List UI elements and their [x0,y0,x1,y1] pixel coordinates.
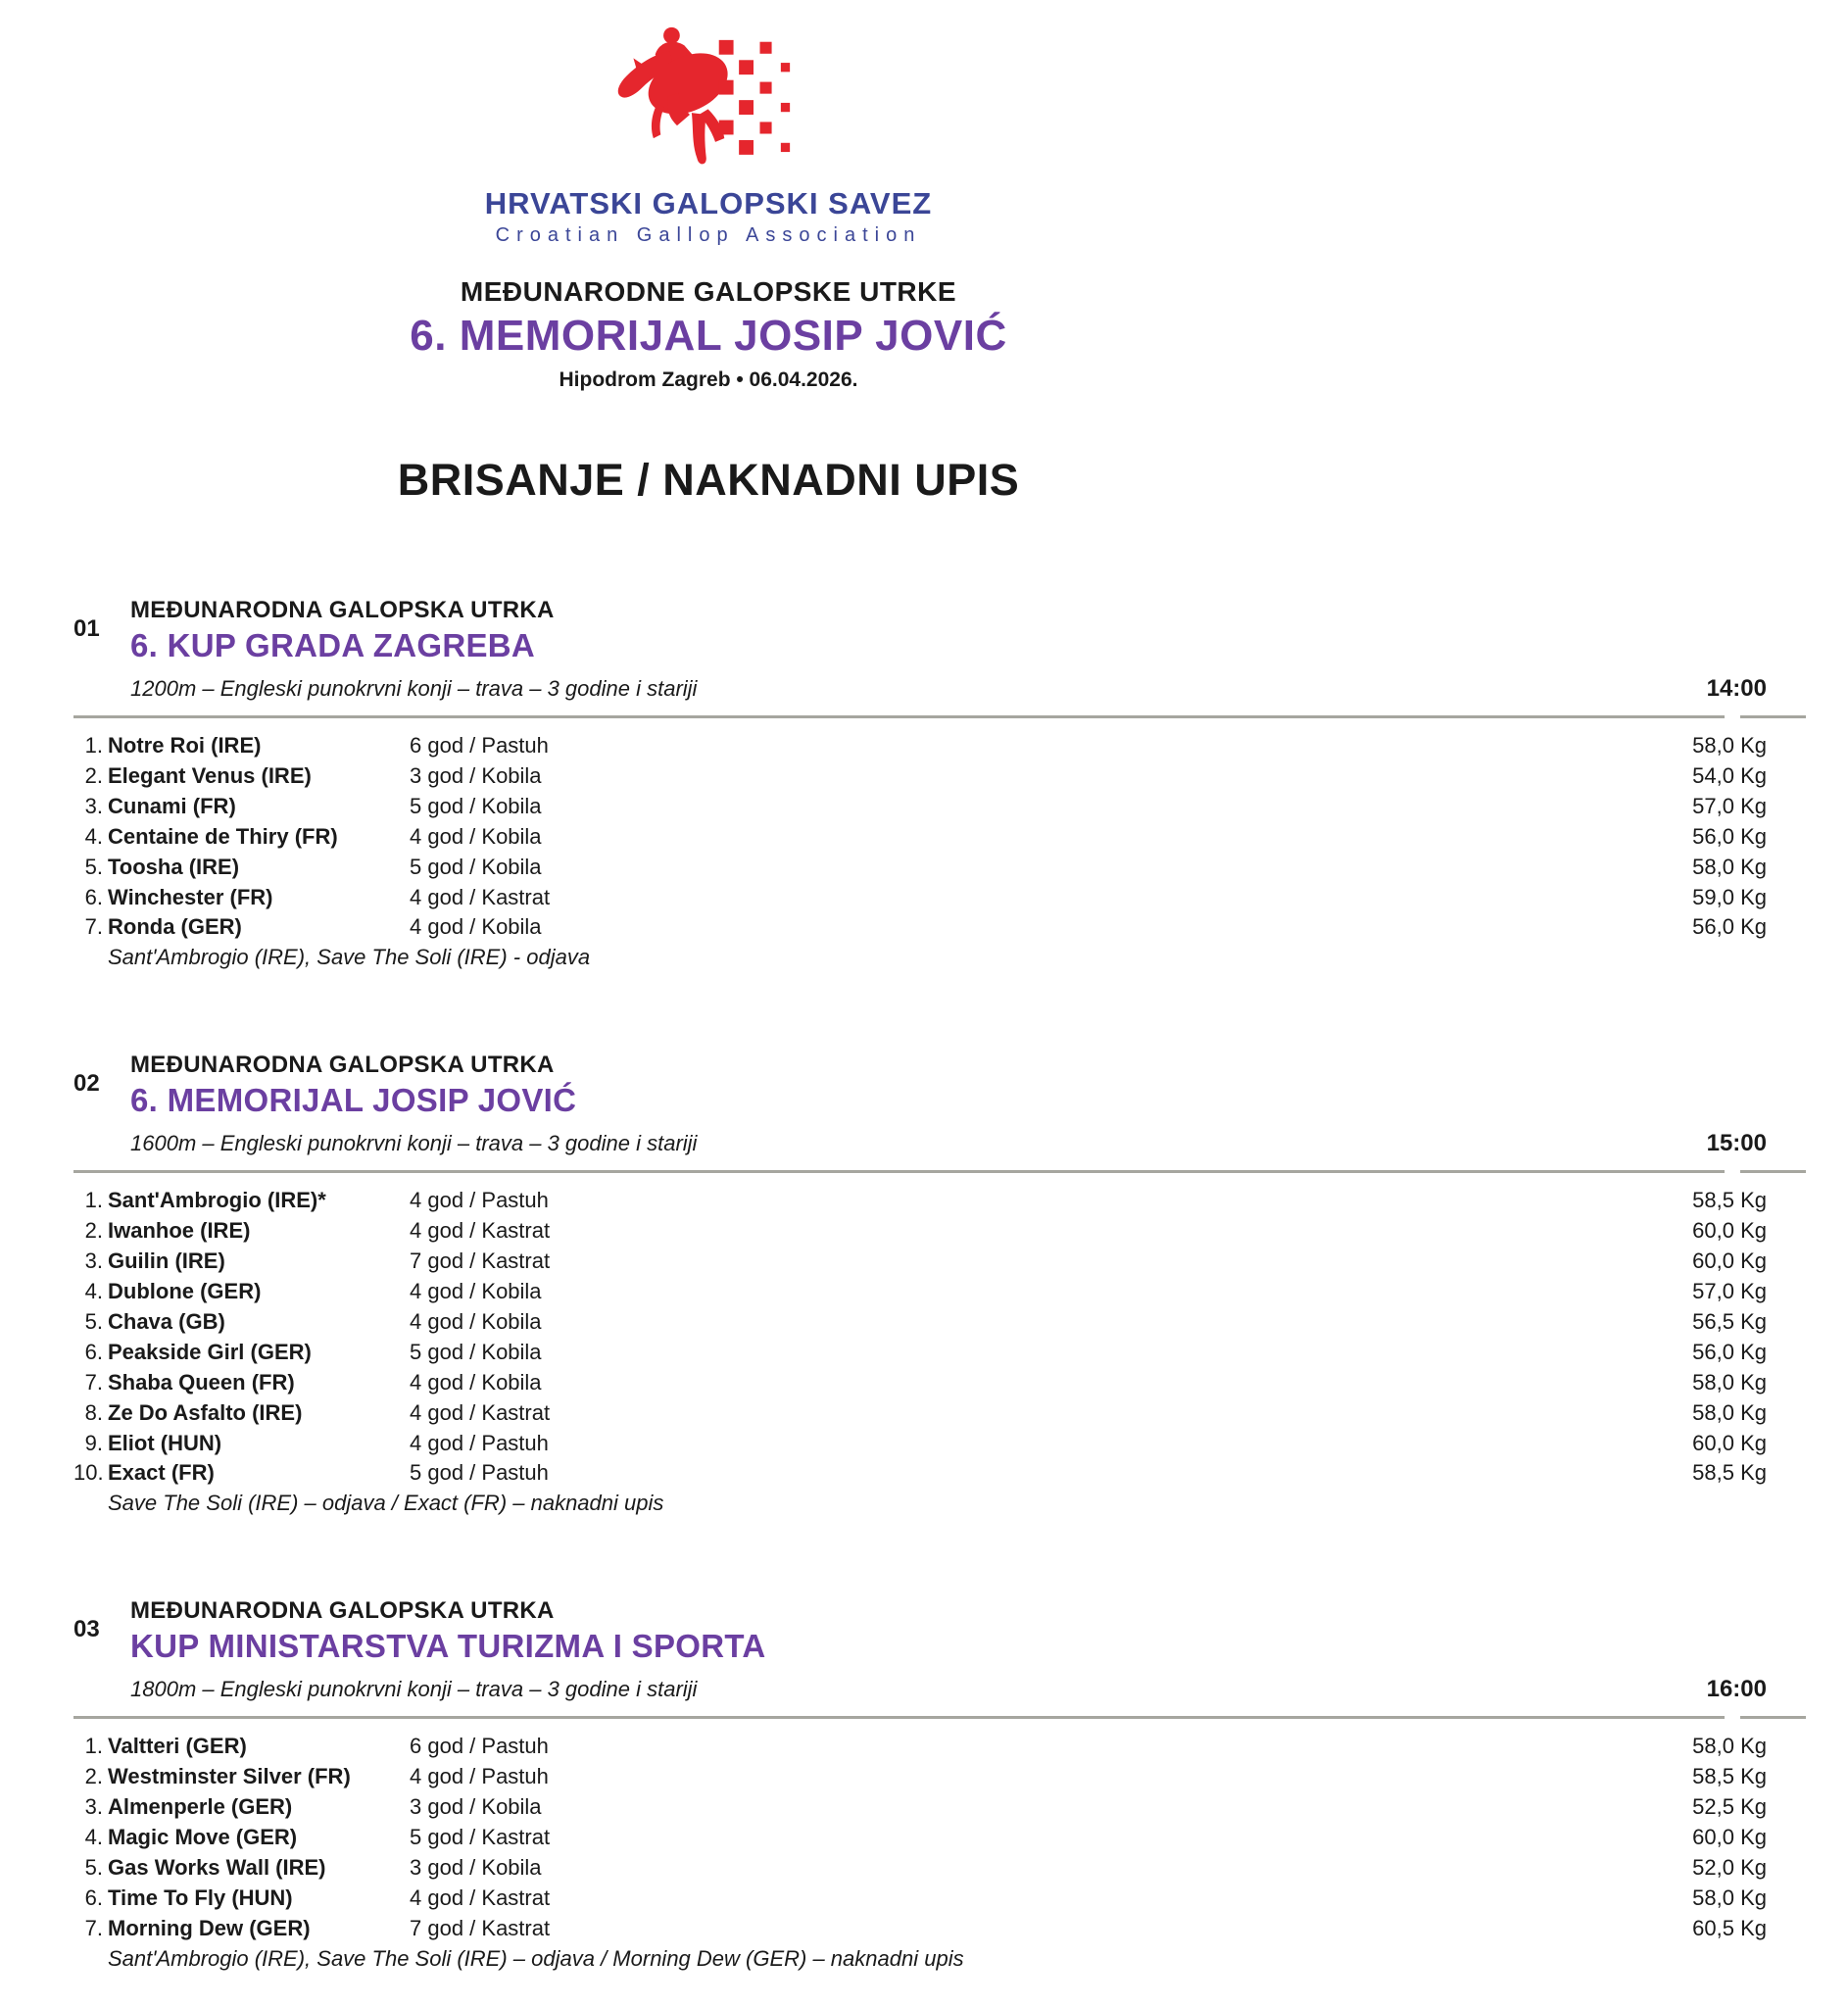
race-note: Sant'Ambrogio (IRE), Save The Soli (IRE) – odjava / Morning Dew (GER) – naknadni upis [108,1945,964,1971]
race-header [73,1597,1767,1703]
horse-name: Time To Fly (HUN) [108,1885,293,1910]
horse-number: 9. [84,1430,103,1455]
horse-weight: 56,0 Kg [1692,1339,1767,1364]
horse-row [73,1823,1767,1853]
page-title: BRISANJE / NAKNADNI UPIS [397,455,1020,505]
race-header [73,597,1767,703]
horse-details: 4 god / Pastuh [410,1764,549,1789]
horse-number: 4. [84,1278,103,1303]
horse-number: 7. [84,1369,103,1395]
horse-name: Morning Dew (GER) [108,1915,311,1940]
horse-weight: 58,5 Kg [1692,1188,1767,1213]
horse-row [73,731,1767,761]
horse-row [73,1216,1767,1247]
horse-row [73,1247,1767,1277]
race-number: 02 [73,1070,100,1098]
horse-row [73,1853,1767,1884]
race-note: Sant'Ambrogio (IRE), Save The Soli (IRE) - odjava [108,945,591,970]
race-section-02 [73,1052,1767,1519]
horse-weight: 60,0 Kg [1692,1218,1767,1244]
race-section-03 [73,1597,1767,1974]
race-conditions: 1600m – Engleski punokrvni konji – trava – 3 godine i stariji [130,1131,698,1156]
horse-number: 2. [84,762,103,788]
horse-number: 6. [84,1885,103,1910]
horse-number: 1. [84,1734,103,1759]
horse-number: 2. [84,1764,103,1789]
horse-number: 8. [84,1399,103,1425]
horse-name: Iwanhoe (IRE) [108,1218,251,1244]
horse-weight: 58,0 Kg [1692,1734,1767,1759]
horse-number: 6. [84,1339,103,1364]
race-title: 6. KUP GRADA ZAGREBA [130,627,536,663]
horse-row [73,792,1767,822]
horse-list [73,731,1767,943]
separator-line [73,715,1806,718]
horse-weight: 54,0 Kg [1692,762,1767,788]
race-number: 03 [73,1616,100,1643]
horse-row [73,1186,1767,1216]
race-category: MEĐUNARODNA GALOPSKA UTRKA [130,1597,555,1625]
horse-name: Chava (GB) [108,1308,225,1334]
race-title: KUP MINISTARSTVA TURIZMA I SPORTA [130,1628,766,1665]
horse-row [73,853,1767,883]
horse-row [73,1914,1767,1944]
race-note: Save The Soli (IRE) – odjava / Exact (FR) – naknadni upis [108,1491,664,1516]
race-time: 15:00 [1706,1130,1767,1157]
event-series: MEĐUNARODNE GALOPSKE UTRKE [460,276,957,307]
horse-name: Exact (FR) [108,1460,215,1486]
horse-details: 5 god / Kobila [410,793,542,818]
horse-details: 4 god / Pastuh [410,1430,549,1455]
race-number: 01 [73,615,100,642]
horse-details: 5 god / Pastuh [410,1460,549,1486]
horse-row [73,822,1767,853]
race-category: MEĐUNARODNA GALOPSKA UTRKA [130,597,555,623]
separator-line [73,1170,1806,1173]
horse-name: Almenperle (GER) [108,1794,293,1820]
horse-row [73,761,1767,792]
horse-details: 4 god / Kobila [410,914,542,940]
horse-name: Centaine de Thiry (FR) [108,823,338,849]
horse-number: 6. [84,884,103,909]
horse-row [73,1458,1767,1489]
horse-number: 3. [84,1794,103,1820]
horse-name: Shaba Queen (FR) [108,1369,295,1395]
horse-name: Cunami (FR) [108,793,236,818]
horse-name: Toosha (IRE) [108,854,240,879]
horse-number: 2. [84,1218,103,1244]
horse-weight: 58,5 Kg [1692,1460,1767,1486]
horse-details: 4 god / Kobila [410,823,542,849]
separator-line [73,1716,1806,1719]
horse-name: Magic Move (GER) [108,1824,298,1849]
horse-name: Gas Works Wall (IRE) [108,1854,326,1880]
horse-details: 3 god / Kobila [410,1794,542,1820]
horse-weight: 58,5 Kg [1692,1764,1767,1789]
horse-weight: 59,0 Kg [1692,884,1767,909]
horse-weight: 56,5 Kg [1692,1308,1767,1334]
org-name: HRVATSKI GALOPSKI SAVEZ [484,186,933,220]
horse-row [73,912,1767,943]
horse-details: 3 god / Kobila [410,762,542,788]
horse-weight: 60,0 Kg [1692,1824,1767,1849]
horse-weight: 56,0 Kg [1692,914,1767,940]
horse-details: 4 god / Kastrat [410,1399,551,1425]
race-time: 16:00 [1706,1676,1767,1703]
horse-name: Winchester (FR) [108,884,273,909]
horse-details: 4 god / Pastuh [410,1188,549,1213]
horse-details: 5 god / Kobila [410,1339,542,1364]
race-section-01 [73,597,1767,973]
race-time: 14:00 [1706,675,1767,702]
race-header [73,1052,1767,1157]
hgs-logo [73,24,1343,180]
horse-details: 6 god / Pastuh [410,1734,549,1759]
horse-details: 4 god / Kastrat [410,884,551,909]
horse-number: 3. [84,1248,103,1274]
horse-details: 4 god / Kastrat [410,1885,551,1910]
horse-row [73,1732,1767,1762]
event-venue-date: Hipodrom Zagreb • 06.04.2026. [559,368,858,391]
horse-number: 5. [84,1854,103,1880]
horse-weight: 60,5 Kg [1692,1915,1767,1940]
horse-weight: 52,0 Kg [1692,1854,1767,1880]
race-title: 6. MEMORIJAL JOSIP JOVIĆ [130,1082,577,1119]
horse-row [73,1368,1767,1398]
horse-details: 4 god / Kobila [410,1278,542,1303]
race-category: MEĐUNARODNA GALOPSKA UTRKA [130,1052,555,1079]
horse-weight: 56,0 Kg [1692,823,1767,849]
horse-weight: 58,0 Kg [1692,1885,1767,1910]
horse-row [73,1429,1767,1459]
horse-details: 6 god / Pastuh [410,733,549,758]
horse-number: 7. [84,914,103,940]
horse-name: Ze Do Asfalto (IRE) [108,1399,303,1425]
horse-weight: 57,0 Kg [1692,793,1767,818]
horse-name: Sant'Ambrogio (IRE)* [108,1188,326,1213]
horse-rider-checkerboard-icon [613,24,804,180]
horse-weight: 58,0 Kg [1692,1399,1767,1425]
horse-row [73,1307,1767,1338]
horse-number: 10. [73,1460,104,1486]
horse-weight: 52,5 Kg [1692,1794,1767,1820]
horse-weight: 60,0 Kg [1692,1248,1767,1274]
race-conditions: 1800m – Engleski punokrvni konji – trava – 3 godine i stariji [130,1677,698,1702]
horse-name: Westminster Silver (FR) [108,1764,351,1789]
horse-name: Elegant Venus (IRE) [108,762,312,788]
race-conditions: 1200m – Engleski punokrvni konji – trava – 3 godine i stariji [130,676,698,701]
horse-row [73,883,1767,913]
horse-details: 3 god / Kobila [410,1854,542,1880]
horse-details: 4 god / Kobila [410,1308,542,1334]
horse-number: 4. [84,823,103,849]
horse-weight: 57,0 Kg [1692,1278,1767,1303]
org-subtitle: Croatian Gallop Association [495,224,922,246]
horse-number: 5. [84,1308,103,1334]
horse-name: Dublone (GER) [108,1278,262,1303]
horse-name: Eliot (HUN) [108,1430,222,1455]
horse-number: 4. [84,1824,103,1849]
horse-row [73,1762,1767,1792]
horse-number: 1. [84,1188,103,1213]
horse-name: Notre Roi (IRE) [108,733,262,758]
horse-name: Peakside Girl (GER) [108,1339,312,1364]
horse-name: Ronda (GER) [108,914,242,940]
horse-details: 4 god / Kobila [410,1369,542,1395]
horse-number: 1. [84,733,103,758]
horse-weight: 60,0 Kg [1692,1430,1767,1455]
horse-number: 3. [84,793,103,818]
horse-name: Guilin (IRE) [108,1248,225,1274]
horse-name: Valtteri (GER) [108,1734,247,1759]
horse-row [73,1398,1767,1429]
document-header [73,24,1343,506]
horse-number: 7. [84,1915,103,1940]
horse-details: 5 god / Kastrat [410,1824,551,1849]
horse-row [73,1277,1767,1307]
horse-details: 5 god / Kobila [410,854,542,879]
horse-list [73,1186,1767,1489]
horse-row [73,1884,1767,1914]
horse-details: 7 god / Kastrat [410,1915,551,1940]
horse-weight: 58,0 Kg [1692,733,1767,758]
horse-row [73,1792,1767,1823]
horse-number: 5. [84,854,103,879]
horse-weight: 58,0 Kg [1692,1369,1767,1395]
horse-row [73,1338,1767,1368]
horse-details: 7 god / Kastrat [410,1248,551,1274]
horse-list [73,1732,1767,1943]
event-title: 6. MEMORIJAL JOSIP JOVIĆ [410,312,1007,360]
horse-weight: 58,0 Kg [1692,854,1767,879]
horse-details: 4 god / Kastrat [410,1218,551,1244]
